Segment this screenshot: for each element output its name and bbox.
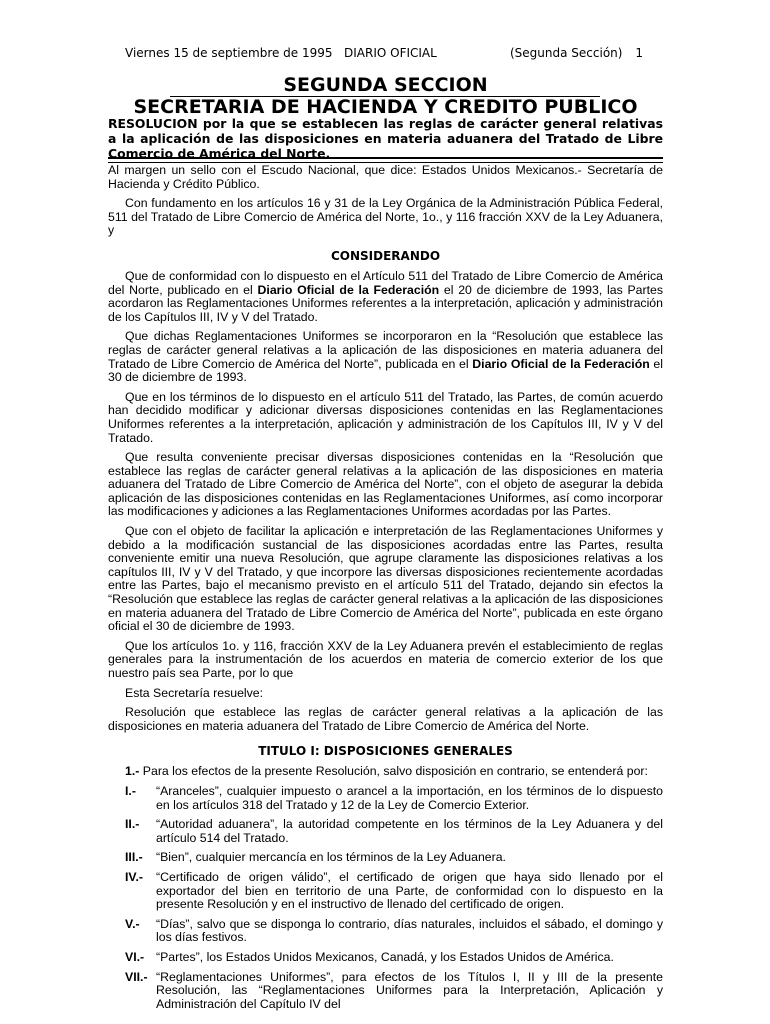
intro-seal-paragraph: Al margen un sello con el Escudo Nacional, que dice: Estados Unidos Mexicanos.- Secretaría de Hacienda y Crédito Público.: [108, 163, 663, 191]
header-section: (Segunda Sección): [510, 46, 623, 60]
considerando-paragraph: Que dichas Reglamentaciones Uniformes se incorporaron en la “Resolución que establece las reglas de carácter general relativas a la aplicación de las disposiciones en materia aduanera del Tratado de Libre Comercio de América del Norte”, publicada en el Diario Oficial de la Federación el 30 de diciembre de 1993.: [108, 329, 663, 385]
definition-item: II.- “Autoridad aduanera”, la autoridad competente en los términos de la Ley Aduanera y del artículo 514 del Tratado.: [125, 817, 663, 845]
intro-legal-basis-paragraph: Con fundamento en los artículos 16 y 31 de la Ley Orgánica de la Administración Pública Federal, 511 del Tratado de Libre Comercio de América del Norte, 1o., y 116 fracción XXV de la Ley Aduanera, y: [108, 196, 663, 238]
resolve-line: Esta Secretaría resuelve:: [125, 685, 264, 700]
header-date: Viernes 15 de septiembre de 1995: [125, 46, 333, 60]
running-head: [125, 45, 643, 61]
definition-item: III.- “Bien”, cualquier mercancía en los términos de la Ley Aduanera.: [125, 850, 506, 865]
definition-item: VI.- “Partes”, los Estados Unidos Mexicanos, Canadá, y los Estados Unidos de América.: [125, 949, 614, 964]
header-publication: DIARIO OFICIAL: [344, 46, 437, 60]
considerando-paragraph: Que resulta conveniente precisar diversas disposiciones contenidas en la “Resolución que establece las reglas de carácter general relativas a la aplicación de las disposiciones en materia aduanera del Tratado de Libre Comercio de América del Norte”, con el objeto de asegurar la debida aplicación de las disposiciones contenidas en las Reglamentaciones Uniformes, así como incorporar las modificaciones y adiciones a las Reglamentaciones Uniformes acordadas por las Partes.: [108, 450, 663, 519]
definition-item: VII.- “Reglamentaciones Uniformes”, para efectos de los Títulos I, II y III de la presente Resolución, las “Reglamentaciones Uniformes para la Interpretación, Aplicación y Administración del Capítulo IV del: [125, 969, 663, 1011]
titulo-heading: TITULO I: DISPOSICIONES GENERALES: [258, 744, 513, 759]
definition-item: IV.- “Certificado de origen válido”, el certificado de origen que haya sido llenado por el exportador del bien en territorio de una Parte, de conformidad con lo dispuesto en la presente Resolución y en el instructivo de llenado del certificado de origen.: [125, 869, 663, 912]
document-body: [108, 164, 663, 1017]
considerando-paragraph: Que de conformidad con lo dispuesto en el Artículo 511 del Tratado de Libre Comercio de América del Norte, publicado en el Diario Oficial de la Federación el 20 de diciembre de 1993, las Partes acordaron las Reglamentaciones Uniformes referentes a la interpretación, aplicación y administración de los Capítulos III, IV y V del Tratado.: [108, 268, 664, 324]
resolution-statement: Resolución que establece las reglas de carácter general relativas a la aplicación de las disposiciones en materia aduanera del Tratado de Libre Comercio de América del Norte.: [108, 705, 663, 733]
header-page-number: 1: [635, 46, 643, 60]
definition-item: V.- “Días”, salvo que se disponga lo contrario, días naturales, incluidos el sábado, el domingo y los días festivos.: [125, 916, 663, 945]
department-title: SECRETARIA DE HACIENDA Y CREDITO PUBLICO: [133, 96, 638, 118]
resolution-title: RESOLUCION por la que se establecen las reglas de carácter general relativas a la aplicación de las disposiciones en materia aduanera del Tratado de Libre Comercio de América del Norte.: [108, 116, 663, 161]
considerando-paragraph: Que los artículos 1o. y 116, fracción XXV de la Ley Aduanera prevén el establecimiento de reglas generales para la instrumentación de los acuerdos en materia de comercio exterior de los que nuestro país sea Parte, por lo que: [108, 638, 663, 680]
section-title: SEGUNDA SECCION: [283, 74, 488, 96]
considerando-paragraph: Que en los términos de lo dispuesto en el artículo 511 del Tratado, las Partes, de común acuerdo han decidido modificar y adicionar diversas disposiciones contenidas en las Reglamentaciones Uniformes referentes a la interpretación, aplicación y administración de los Capítulos III, IV y V del Tratado.: [108, 389, 663, 445]
considerando-heading: CONSIDERANDO: [330, 248, 441, 263]
considerando-paragraph: Que con el objeto de facilitar la aplicación e interpretación de las Reglamentaciones Uniformes y debido a la modificación sustancial de las disposiciones acordadas entre las Partes, resulta conveniente emitir una nueva Resolución, que agrupe claramente las disposiciones relativas a los capítulos III, IV y V del Tratado, y que incorpore las diversas disposiciones recientemente acordadas entre las Partes, bajo el mecanismo previsto en el artículo 511 del Tratado, dejando sin efectos la “Resolución que establece las reglas de carácter general relativas a la aplicación de las disposiciones en materia aduanera del Tratado de Libre Comercio de América del Norte”, publicada en este órgano oficial el 30 de diciembre de 1993.: [108, 524, 663, 634]
rule-1: 1.- Para los efectos de la presente Resolución, salvo disposición en contrario, se entenderá por:: [125, 764, 648, 779]
definition-item: I.- “Aranceles”, cualquier impuesto o arancel a la importación, en los términos de lo dispuesto en los artículos 318 del Tratado y 12 de la Ley de Comercio Exterior.: [125, 783, 663, 812]
